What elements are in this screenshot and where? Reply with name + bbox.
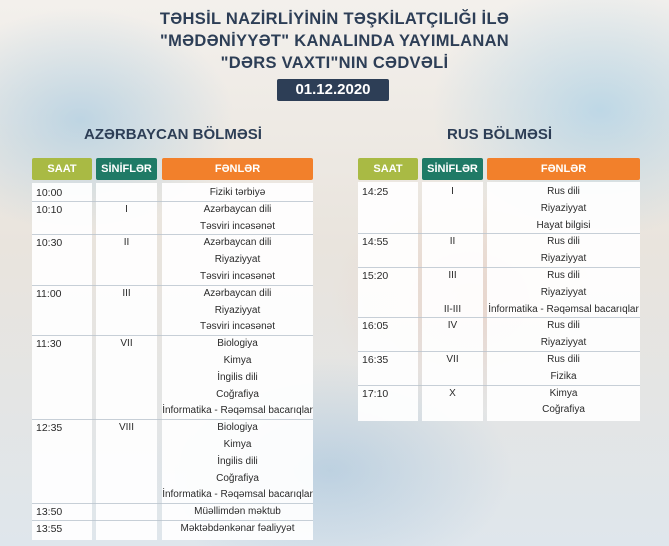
ru-row-subject: Riyaziyyat: [540, 202, 587, 214]
az-header-class: SİNİFLƏR: [96, 158, 157, 180]
ru-row-class: II: [449, 236, 456, 248]
ru-row-subject: Rus dili: [547, 354, 580, 365]
az-row-subject: İnformatika - Rəqəmsal bacarıqlar: [162, 489, 313, 501]
ru-header-subject: FƏNLƏR: [487, 158, 640, 180]
az-row-class: VII: [120, 338, 133, 350]
az-row-class: I: [125, 203, 128, 215]
ru-row-time: 14:25: [362, 186, 389, 198]
az-row-subject: Coğrafiya: [216, 388, 259, 400]
az-row-subject: Azərbaycan dili: [203, 237, 272, 249]
az-row-subject: Müəllimdən məktub: [194, 506, 281, 518]
ru-row-subject: Coğrafiya: [542, 404, 585, 416]
ru-row-subject: Fizika: [550, 370, 577, 382]
az-row-subject: Kimya: [223, 439, 252, 450]
az-row-subject: Coğrafiya: [216, 472, 259, 484]
ru-row-time: [362, 302, 416, 318]
ru-row-class: II-III: [443, 303, 462, 315]
ru-row-subject: Kimya: [549, 387, 578, 399]
az-row-subject: Riyaziyyat: [214, 304, 261, 316]
az-row-time: 10:00: [36, 187, 63, 199]
az-row-subject: Riyaziyyat: [214, 254, 261, 266]
az-row-time: 10:30: [36, 237, 63, 250]
page-title-line-2: "MƏDƏNİYYƏT" KANALINDA YAYIMLANAN: [159, 32, 510, 50]
az-row-subject: Məktəbdənkənar fəaliyyət: [180, 523, 295, 534]
ru-row-time: 14:55: [362, 236, 389, 249]
ru-row-class: X: [449, 387, 456, 399]
date-badge: 01.12.2020: [277, 79, 389, 101]
ru-row-class: IV: [447, 320, 458, 332]
az-row-subject: Biologiya: [217, 422, 258, 434]
az-row-subject: Biologiya: [217, 338, 258, 350]
az-row-time: 13:55: [36, 523, 63, 535]
page-title-line-1: TƏHSİL NAZİRLİYİNİN TƏŞKİLATÇILIĞI İLƏ: [159, 10, 510, 28]
ru-row-subject: Rus dili: [547, 236, 580, 248]
az-row-class: [96, 521, 157, 537]
az-row-subject: Fiziki tərbiyə: [209, 187, 266, 198]
az-header-subject: FƏNLƏR: [162, 158, 313, 180]
az-row-subject: Təsviri incəsənət: [199, 220, 276, 232]
az-row-time: 13:50: [36, 506, 63, 519]
ru-row-subject: Rus dili: [547, 270, 580, 281]
az-row-class: III: [122, 287, 131, 299]
ru-row-subject: Riyaziyyat: [540, 253, 587, 265]
ru-row-class: VII: [446, 354, 459, 365]
ru-section-title: RUS BÖLMƏSİ: [447, 126, 553, 143]
ru-header-class: SİNİFLƏR: [422, 158, 483, 180]
az-row-class: II: [123, 237, 130, 249]
az-header-time: SAAT: [32, 158, 92, 180]
az-row-subject: İngilis dili: [217, 371, 258, 383]
az-row-subject: İngilis dili: [217, 455, 258, 467]
ru-row-subject: Rus dili: [547, 186, 580, 197]
az-row-subject: Təsviri incəsənət: [199, 321, 276, 333]
page-title-line-3: "DƏRS VAXTI"NIN CƏDVƏLİ: [220, 54, 449, 72]
ru-row-class: III: [448, 270, 457, 281]
az-row-class: [96, 504, 157, 520]
ru-row-time: 16:05: [362, 320, 389, 333]
ru-row-subject: Riyaziyyat: [540, 286, 587, 298]
az-row-time: 12:35: [36, 422, 63, 435]
az-row-time: 10:10: [36, 203, 63, 216]
az-row-class: [96, 185, 157, 201]
az-row-subject: İnformatika - Rəqəmsal bacarıqlar: [162, 405, 313, 417]
az-row-subject: Azərbaycan dili: [203, 203, 272, 215]
ru-row-subject: İnformatika - Rəqəmsal bacarıqlar: [488, 303, 639, 315]
ru-row-subject: Rus dili: [547, 320, 580, 332]
az-section-title: AZƏRBAYCAN BÖLMƏSİ: [84, 126, 262, 143]
ru-row-subject: Hayat bilgisi: [536, 219, 591, 231]
ru-row-class: I: [451, 186, 454, 197]
ru-row-time: 16:35: [362, 354, 389, 366]
az-row-time: 11:30: [36, 338, 62, 351]
az-row-class: VIII: [118, 422, 134, 434]
az-row-time: 11:00: [36, 287, 62, 300]
az-row-subject: Təsviri incəsənət: [199, 271, 276, 282]
az-row-subject: Kimya: [223, 355, 252, 366]
ru-row-subject: Riyaziyyat: [540, 337, 587, 349]
ru-row-time: 15:20: [362, 270, 389, 282]
ru-row-time: 17:10: [362, 387, 389, 400]
ru-header-time: SAAT: [358, 158, 418, 180]
az-row-subject: Azərbaycan dili: [203, 287, 272, 299]
